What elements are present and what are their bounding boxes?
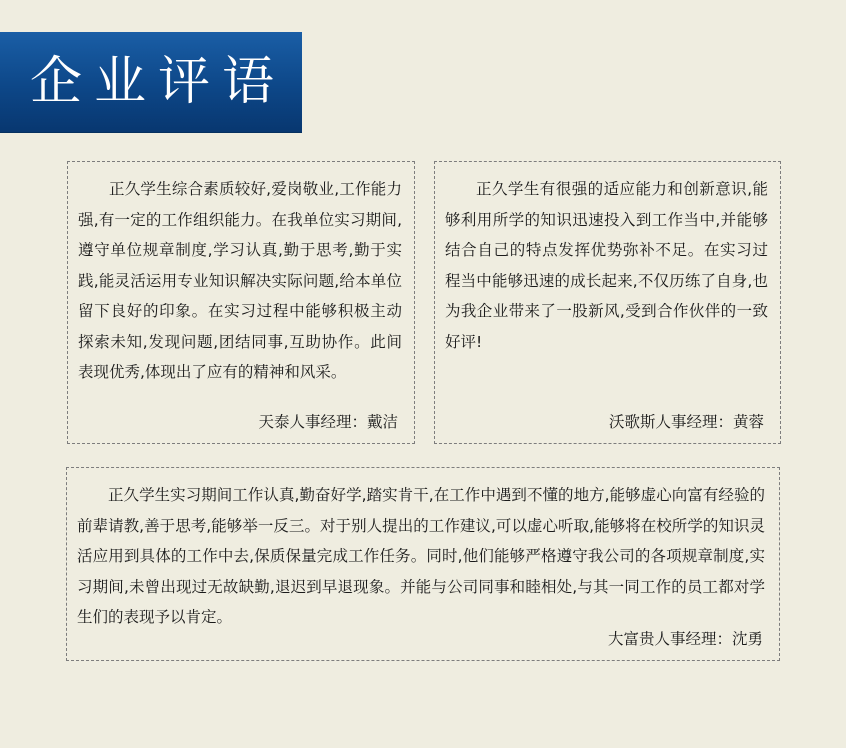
section-title-banner xyxy=(0,32,302,132)
review-text: 正久学生有很强的适应能力和创新意识,能够利用所学的知识迅速投入到工作当中,并能够结合自己的特点发挥优势弥补不足。在实习过程当中能够迅速的成长起来,不仅历练了自身,也为我企业带来了一股新风,受到合作伙伴的一致好评! xyxy=(445,180,768,351)
review-card-dafugui xyxy=(66,467,780,661)
review-text: 正久学生综合素质较好,爱岗敬业,工作能力强,有一定的工作组织能力。在我单位实习期间,遵守单位规章制度,学习认真,勤于思考,勤于实践,能灵活运用专业知识解决实际问题,给本单位留下良好的印象。在实习过程中能够积极主动探索未知,发现问题,团结同事,互助协作。此间表现优秀,体现出了应有的精神和风采。 xyxy=(78,180,402,381)
review-card-wogesi xyxy=(434,161,781,444)
review-signature: 沃歌斯人事经理：黄蓉 xyxy=(608,412,764,431)
review-signature: 天泰人事经理：戴洁 xyxy=(258,412,398,431)
review-card-tiantai xyxy=(67,161,415,444)
page-title: 企业评语 xyxy=(30,52,287,112)
review-text: 正久学生实习期间工作认真,勤奋好学,踏实肯干,在工作中遇到不懂的地方,能够虚心向富有经验的前辈请教,善于思考,能够举一反三。对于别人提出的工作建议,可以虚心听取,能够将在校所学的知识灵活应用到具体的工作中去,保质保量完成工作任务。同时,他们能够严格遵守我公司的各项规章制度,实习期间,未曾出现过无故缺勤,退迟到早退现象。并能与公司同事和睦相处,与其一同工作的员工都对学生们的表现予以肯定。 xyxy=(77,486,765,626)
review-signature: 大富贵人事经理：沈勇 xyxy=(607,629,763,648)
